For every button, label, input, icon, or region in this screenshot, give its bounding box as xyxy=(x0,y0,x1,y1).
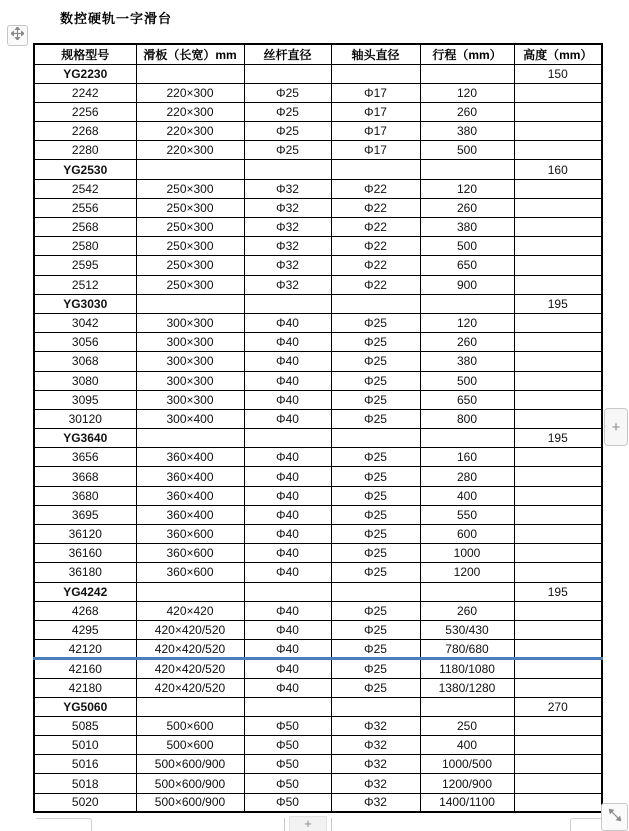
cell-shaft[interactable]: Φ22 xyxy=(331,198,420,217)
cell-model[interactable]: 2256 xyxy=(34,102,136,121)
cell-height[interactable] xyxy=(514,409,602,428)
cell-shaft[interactable]: Φ25 xyxy=(331,525,420,544)
cell-model[interactable]: YG2230 xyxy=(34,64,136,83)
cell-shaft[interactable]: Φ32 xyxy=(331,793,420,812)
cell-height[interactable] xyxy=(514,122,602,141)
cell-plate[interactable]: 360×400 xyxy=(136,448,244,467)
cell-shaft[interactable]: Φ25 xyxy=(331,601,420,620)
table-row xyxy=(34,390,602,409)
table-row xyxy=(34,409,602,428)
header-screw[interactable]: 丝杆直径 xyxy=(244,44,331,64)
cell-height[interactable] xyxy=(514,601,602,620)
cell-plate[interactable]: 250×300 xyxy=(136,179,244,198)
cell-stroke[interactable]: 120 xyxy=(420,179,514,198)
tick-left xyxy=(284,818,285,831)
cell-shaft[interactable]: Φ32 xyxy=(331,755,420,774)
cell-model[interactable]: 5010 xyxy=(34,736,136,755)
cell-screw[interactable]: Φ25 xyxy=(244,102,331,121)
cell-height[interactable] xyxy=(514,736,602,755)
cell-screw[interactable]: Φ50 xyxy=(244,793,331,812)
cell-shaft[interactable] xyxy=(331,697,420,716)
cell-stroke[interactable]: 1380/1280 xyxy=(420,678,514,697)
table-row xyxy=(34,774,602,793)
header-plate[interactable]: 滑板（长宽）mm xyxy=(136,44,244,64)
table-row xyxy=(34,198,602,217)
cell-stroke[interactable]: 280 xyxy=(420,467,514,486)
cell-height[interactable] xyxy=(514,218,602,237)
table-row xyxy=(34,256,602,275)
cell-height[interactable] xyxy=(514,333,602,352)
cell-shaft[interactable]: Φ32 xyxy=(331,736,420,755)
cell-plate[interactable]: 360×400 xyxy=(136,505,244,524)
diagonal-resize-icon xyxy=(608,808,622,827)
table-move-handle[interactable] xyxy=(7,25,28,46)
cell-stroke[interactable]: 250 xyxy=(420,716,514,735)
cell-plate[interactable]: 420×420/520 xyxy=(136,620,244,639)
cell-shaft[interactable]: Φ25 xyxy=(331,486,420,505)
table-row xyxy=(34,640,602,659)
cell-shaft[interactable] xyxy=(331,429,420,448)
table-row xyxy=(34,716,602,735)
cell-height[interactable] xyxy=(514,505,602,524)
cell-screw[interactable]: Φ40 xyxy=(244,313,331,332)
tick-right xyxy=(331,818,332,831)
cell-plate[interactable]: 360×600 xyxy=(136,525,244,544)
cell-stroke[interactable]: 500 xyxy=(420,371,514,390)
cell-model[interactable]: 2512 xyxy=(34,275,136,294)
table-row xyxy=(34,620,602,639)
cell-screw[interactable] xyxy=(244,64,331,83)
table-row xyxy=(34,563,602,582)
cell-shaft[interactable]: Φ22 xyxy=(331,237,420,256)
table-row xyxy=(34,467,602,486)
table-row xyxy=(34,333,602,352)
cell-model[interactable]: 3680 xyxy=(34,486,136,505)
cell-stroke[interactable] xyxy=(420,429,514,448)
cell-shaft[interactable]: Φ25 xyxy=(331,448,420,467)
cell-height[interactable]: 195 xyxy=(514,582,602,601)
cell-height[interactable] xyxy=(514,371,602,390)
cell-model[interactable]: 5016 xyxy=(34,755,136,774)
table-row xyxy=(34,83,602,102)
cell-screw[interactable]: Φ40 xyxy=(244,352,331,371)
cell-plate[interactable]: 500×600 xyxy=(136,716,244,735)
cell-screw[interactable]: Φ25 xyxy=(244,141,331,160)
cell-model[interactable]: 2568 xyxy=(34,218,136,237)
cell-shaft[interactable] xyxy=(331,294,420,313)
cell-height[interactable] xyxy=(514,83,602,102)
cell-stroke[interactable]: 780/680 xyxy=(420,640,514,659)
cell-screw[interactable] xyxy=(244,294,331,313)
table-row xyxy=(34,793,602,812)
cell-height[interactable] xyxy=(514,563,602,582)
cell-plate[interactable]: 360×600 xyxy=(136,563,244,582)
cell-screw[interactable]: Φ25 xyxy=(244,122,331,141)
cell-shaft[interactable]: Φ25 xyxy=(331,544,420,563)
cell-screw[interactable]: Φ40 xyxy=(244,640,331,659)
cell-stroke[interactable]: 260 xyxy=(420,333,514,352)
cell-shaft[interactable]: Φ32 xyxy=(331,774,420,793)
cell-screw[interactable]: Φ32 xyxy=(244,198,331,217)
cell-plate[interactable] xyxy=(136,160,244,179)
cell-stroke[interactable]: 380 xyxy=(420,352,514,371)
cell-plate[interactable]: 420×420/520 xyxy=(136,659,244,678)
cell-height[interactable]: 270 xyxy=(514,697,602,716)
header-model[interactable]: 规格型号 xyxy=(34,44,136,64)
cell-model[interactable]: 2556 xyxy=(34,198,136,217)
cell-shaft[interactable]: Φ22 xyxy=(331,256,420,275)
cell-stroke[interactable]: 500 xyxy=(420,237,514,256)
cell-shaft[interactable]: Φ25 xyxy=(331,467,420,486)
cell-shaft[interactable]: Φ25 xyxy=(331,390,420,409)
cell-model[interactable]: 2242 xyxy=(34,83,136,102)
cell-model[interactable]: 3656 xyxy=(34,448,136,467)
cell-stroke[interactable]: 650 xyxy=(420,390,514,409)
cell-plate[interactable]: 250×300 xyxy=(136,275,244,294)
cell-stroke[interactable]: 120 xyxy=(420,83,514,102)
cell-plate[interactable]: 300×300 xyxy=(136,390,244,409)
cell-height[interactable]: 195 xyxy=(514,294,602,313)
cell-stroke[interactable] xyxy=(420,160,514,179)
cell-model[interactable]: 4268 xyxy=(34,601,136,620)
cell-plate[interactable]: 220×300 xyxy=(136,122,244,141)
table-row xyxy=(34,313,602,332)
table-row xyxy=(34,371,602,390)
cell-plate[interactable]: 250×300 xyxy=(136,218,244,237)
cell-shaft[interactable] xyxy=(331,160,420,179)
cell-screw[interactable]: Φ32 xyxy=(244,237,331,256)
cell-screw[interactable] xyxy=(244,582,331,601)
table-row xyxy=(34,237,602,256)
cell-height[interactable] xyxy=(514,141,602,160)
table-row xyxy=(34,218,602,237)
cell-height[interactable] xyxy=(514,275,602,294)
cell-height[interactable] xyxy=(514,716,602,735)
cell-stroke[interactable] xyxy=(420,64,514,83)
cell-height[interactable]: 160 xyxy=(514,160,602,179)
cell-model[interactable]: 2580 xyxy=(34,237,136,256)
table-row xyxy=(34,275,602,294)
cell-stroke[interactable] xyxy=(420,294,514,313)
cell-screw[interactable]: Φ40 xyxy=(244,371,331,390)
cell-stroke[interactable]: 1000/500 xyxy=(420,755,514,774)
cell-plate[interactable] xyxy=(136,294,244,313)
section-row xyxy=(34,64,602,83)
cell-model[interactable]: YG3640 xyxy=(34,429,136,448)
cell-screw[interactable]: Φ50 xyxy=(244,774,331,793)
cell-height[interactable] xyxy=(514,102,602,121)
header-shaft[interactable]: 轴头直径 xyxy=(331,44,420,64)
cell-model[interactable]: 42160 xyxy=(34,659,136,678)
cell-shaft[interactable]: Φ25 xyxy=(331,678,420,697)
cell-plate[interactable]: 500×600/900 xyxy=(136,755,244,774)
cell-stroke[interactable]: 600 xyxy=(420,525,514,544)
table-row xyxy=(34,659,602,678)
cell-height[interactable] xyxy=(514,678,602,697)
cell-plate[interactable]: 220×300 xyxy=(136,141,244,160)
table-row xyxy=(34,525,602,544)
cell-height[interactable] xyxy=(514,256,602,275)
cell-model[interactable]: 5018 xyxy=(34,774,136,793)
cell-model[interactable]: 2280 xyxy=(34,141,136,160)
cell-shaft[interactable]: Φ17 xyxy=(331,141,420,160)
cell-plate[interactable]: 360×600 xyxy=(136,544,244,563)
cell-shaft[interactable]: Φ25 xyxy=(331,352,420,371)
cell-screw[interactable] xyxy=(244,160,331,179)
cell-stroke[interactable]: 1400/1100 xyxy=(420,793,514,812)
cell-shaft[interactable]: Φ25 xyxy=(331,620,420,639)
cell-height[interactable] xyxy=(514,313,602,332)
cell-model[interactable]: 3668 xyxy=(34,467,136,486)
cell-plate[interactable]: 300×300 xyxy=(136,333,244,352)
cell-plate[interactable]: 420×420 xyxy=(136,601,244,620)
section-row xyxy=(34,697,602,716)
cell-height[interactable] xyxy=(514,352,602,371)
cell-shaft[interactable]: Φ25 xyxy=(331,409,420,428)
cell-height[interactable] xyxy=(514,467,602,486)
cell-screw[interactable]: Φ40 xyxy=(244,486,331,505)
cell-height[interactable] xyxy=(514,793,602,812)
cell-stroke[interactable]: 1200 xyxy=(420,563,514,582)
table-row xyxy=(34,122,602,141)
table-resize-handle[interactable] xyxy=(601,803,628,831)
cell-plate[interactable]: 360×400 xyxy=(136,467,244,486)
cell-screw[interactable]: Φ40 xyxy=(244,563,331,582)
cell-model[interactable]: YG5060 xyxy=(34,697,136,716)
cell-height[interactable] xyxy=(514,544,602,563)
cell-model[interactable]: 4295 xyxy=(34,620,136,639)
cell-screw[interactable]: Φ40 xyxy=(244,390,331,409)
table-row xyxy=(34,678,602,697)
cell-stroke[interactable]: 650 xyxy=(420,256,514,275)
cell-model[interactable]: 42120 xyxy=(34,640,136,659)
cell-model[interactable]: 2595 xyxy=(34,256,136,275)
cell-shaft[interactable]: Φ25 xyxy=(331,333,420,352)
cell-height[interactable] xyxy=(514,620,602,639)
cell-screw[interactable]: Φ50 xyxy=(244,736,331,755)
cell-shaft[interactable]: Φ25 xyxy=(331,640,420,659)
cell-plate[interactable]: 300×300 xyxy=(136,313,244,332)
cell-stroke[interactable] xyxy=(420,582,514,601)
cell-screw[interactable]: Φ40 xyxy=(244,448,331,467)
cell-height[interactable] xyxy=(514,390,602,409)
cell-screw[interactable]: Φ32 xyxy=(244,218,331,237)
cell-stroke[interactable]: 1000 xyxy=(420,544,514,563)
bottom-add-button[interactable] xyxy=(289,816,327,831)
cell-plate[interactable]: 500×600 xyxy=(136,736,244,755)
header-height[interactable]: 高度（mm） xyxy=(514,44,602,64)
table-row xyxy=(34,102,602,121)
cell-screw[interactable]: Φ40 xyxy=(244,333,331,352)
table-row xyxy=(34,179,602,198)
cell-height[interactable] xyxy=(514,525,602,544)
cell-plate[interactable]: 300×400 xyxy=(136,409,244,428)
cell-height[interactable] xyxy=(514,237,602,256)
cell-stroke[interactable]: 500 xyxy=(420,141,514,160)
table-row xyxy=(34,601,602,620)
cell-screw[interactable]: Φ50 xyxy=(244,755,331,774)
cell-plate[interactable]: 220×300 xyxy=(136,102,244,121)
side-add-button[interactable] xyxy=(604,408,628,446)
cell-plate[interactable] xyxy=(136,429,244,448)
cell-plate[interactable]: 250×300 xyxy=(136,198,244,217)
cell-shaft[interactable]: Φ25 xyxy=(331,313,420,332)
table-row xyxy=(34,755,602,774)
cell-screw[interactable]: Φ25 xyxy=(244,83,331,102)
cell-model[interactable]: 5020 xyxy=(34,793,136,812)
plus-icon: + xyxy=(304,816,312,831)
cell-plate[interactable] xyxy=(136,582,244,601)
cell-plate[interactable]: 420×420/520 xyxy=(136,678,244,697)
cell-shaft[interactable]: Φ22 xyxy=(331,275,420,294)
cell-screw[interactable]: Φ40 xyxy=(244,601,331,620)
cell-model[interactable]: 3695 xyxy=(34,505,136,524)
cell-model[interactable]: 3042 xyxy=(34,313,136,332)
header-stroke[interactable]: 行程（mm） xyxy=(420,44,514,64)
cell-stroke[interactable]: 120 xyxy=(420,313,514,332)
spec-table-body xyxy=(34,64,602,812)
plus-icon: + xyxy=(611,418,621,436)
cell-screw[interactable] xyxy=(244,429,331,448)
cell-model[interactable]: 3056 xyxy=(34,333,136,352)
cell-shaft[interactable]: Φ17 xyxy=(331,102,420,121)
cell-stroke[interactable] xyxy=(420,697,514,716)
cell-stroke[interactable]: 160 xyxy=(420,448,514,467)
table-row xyxy=(34,505,602,524)
cell-shaft[interactable] xyxy=(331,582,420,601)
cell-stroke[interactable]: 900 xyxy=(420,275,514,294)
cell-screw[interactable] xyxy=(244,697,331,716)
cell-shaft[interactable]: Φ32 xyxy=(331,716,420,735)
cell-plate[interactable]: 220×300 xyxy=(136,83,244,102)
cell-model[interactable]: 2542 xyxy=(34,179,136,198)
cell-stroke[interactable]: 1200/900 xyxy=(420,774,514,793)
cell-height[interactable]: 150 xyxy=(514,64,602,83)
cell-screw[interactable]: Φ40 xyxy=(244,467,331,486)
cell-model[interactable]: YG2530 xyxy=(34,160,136,179)
cell-model[interactable]: 3095 xyxy=(34,390,136,409)
cell-stroke[interactable]: 260 xyxy=(420,102,514,121)
table-row xyxy=(34,448,602,467)
cell-shaft[interactable]: Φ25 xyxy=(331,371,420,390)
cell-height[interactable] xyxy=(514,755,602,774)
cell-screw[interactable]: Φ40 xyxy=(244,409,331,428)
table-row xyxy=(34,141,602,160)
cell-stroke[interactable]: 550 xyxy=(420,505,514,524)
cell-height[interactable] xyxy=(514,486,602,505)
cell-shaft[interactable]: Φ25 xyxy=(331,505,420,524)
table-row xyxy=(34,544,602,563)
cell-height[interactable] xyxy=(514,448,602,467)
cell-screw[interactable]: Φ40 xyxy=(244,525,331,544)
cell-screw[interactable]: Φ40 xyxy=(244,505,331,524)
cell-plate[interactable]: 250×300 xyxy=(136,237,244,256)
cell-stroke[interactable]: 400 xyxy=(420,486,514,505)
cell-screw[interactable]: Φ50 xyxy=(244,716,331,735)
cell-model[interactable]: 36160 xyxy=(34,544,136,563)
cell-model[interactable]: 30120 xyxy=(34,409,136,428)
table-row xyxy=(34,486,602,505)
table-row xyxy=(34,736,602,755)
cell-height[interactable] xyxy=(514,659,602,678)
cell-model[interactable]: 2268 xyxy=(34,122,136,141)
cell-model[interactable]: 5085 xyxy=(34,716,136,735)
cell-height[interactable] xyxy=(514,640,602,659)
bottom-add-group xyxy=(284,816,332,831)
cell-shaft[interactable]: Φ22 xyxy=(331,179,420,198)
section-row xyxy=(34,294,602,313)
cell-screw[interactable]: Φ32 xyxy=(244,275,331,294)
cell-model[interactable]: YG3030 xyxy=(34,294,136,313)
cell-model[interactable]: 36180 xyxy=(34,563,136,582)
page-title: 数控硬轨一字滑台 xyxy=(60,11,173,26)
move-cross-icon xyxy=(11,27,24,45)
cell-plate[interactable]: 300×300 xyxy=(136,352,244,371)
section-row xyxy=(34,160,602,179)
cell-screw[interactable]: Φ40 xyxy=(244,544,331,563)
cell-stroke[interactable]: 260 xyxy=(420,198,514,217)
cell-screw[interactable]: Φ32 xyxy=(244,256,331,275)
cell-screw[interactable]: Φ32 xyxy=(244,179,331,198)
cell-plate[interactable]: 360×400 xyxy=(136,486,244,505)
cell-screw[interactable]: Φ40 xyxy=(244,659,331,678)
cell-model[interactable]: YG4242 xyxy=(34,582,136,601)
cell-stroke[interactable]: 380 xyxy=(420,218,514,237)
cell-plate[interactable] xyxy=(136,697,244,716)
cell-height[interactable] xyxy=(514,198,602,217)
spec-table xyxy=(33,43,603,813)
table-row xyxy=(34,352,602,371)
cell-shaft[interactable]: Φ17 xyxy=(331,83,420,102)
cell-stroke[interactable]: 400 xyxy=(420,736,514,755)
cell-stroke[interactable]: 380 xyxy=(420,122,514,141)
cell-height[interactable] xyxy=(514,179,602,198)
cell-screw[interactable]: Φ40 xyxy=(244,620,331,639)
section-row xyxy=(34,429,602,448)
cell-plate[interactable]: 300×300 xyxy=(136,371,244,390)
cell-stroke[interactable]: 800 xyxy=(420,409,514,428)
cell-plate[interactable] xyxy=(136,64,244,83)
cell-plate[interactable]: 420×420/520 xyxy=(136,640,244,659)
cell-plate[interactable]: 500×600/900 xyxy=(136,774,244,793)
cell-model[interactable]: 3068 xyxy=(34,352,136,371)
cell-plate[interactable]: 250×300 xyxy=(136,256,244,275)
cell-plate[interactable]: 500×600/900 xyxy=(136,793,244,812)
cell-stroke[interactable]: 530/430 xyxy=(420,620,514,639)
cell-model[interactable]: 36120 xyxy=(34,525,136,544)
header-row xyxy=(34,44,602,64)
cell-model[interactable]: 42180 xyxy=(34,678,136,697)
cell-shaft[interactable]: Φ17 xyxy=(331,122,420,141)
section-row xyxy=(34,582,602,601)
cell-screw[interactable]: Φ40 xyxy=(244,678,331,697)
cell-shaft[interactable]: Φ25 xyxy=(331,659,420,678)
bottom-left-frame xyxy=(36,818,92,831)
cell-height[interactable]: 195 xyxy=(514,429,602,448)
cell-height[interactable] xyxy=(514,774,602,793)
cell-shaft[interactable] xyxy=(331,64,420,83)
cell-shaft[interactable]: Φ22 xyxy=(331,218,420,237)
cell-shaft[interactable]: Φ25 xyxy=(331,563,420,582)
cell-model[interactable]: 3080 xyxy=(34,371,136,390)
cell-stroke[interactable]: 1180/1080 xyxy=(420,659,514,678)
cell-stroke[interactable]: 260 xyxy=(420,601,514,620)
